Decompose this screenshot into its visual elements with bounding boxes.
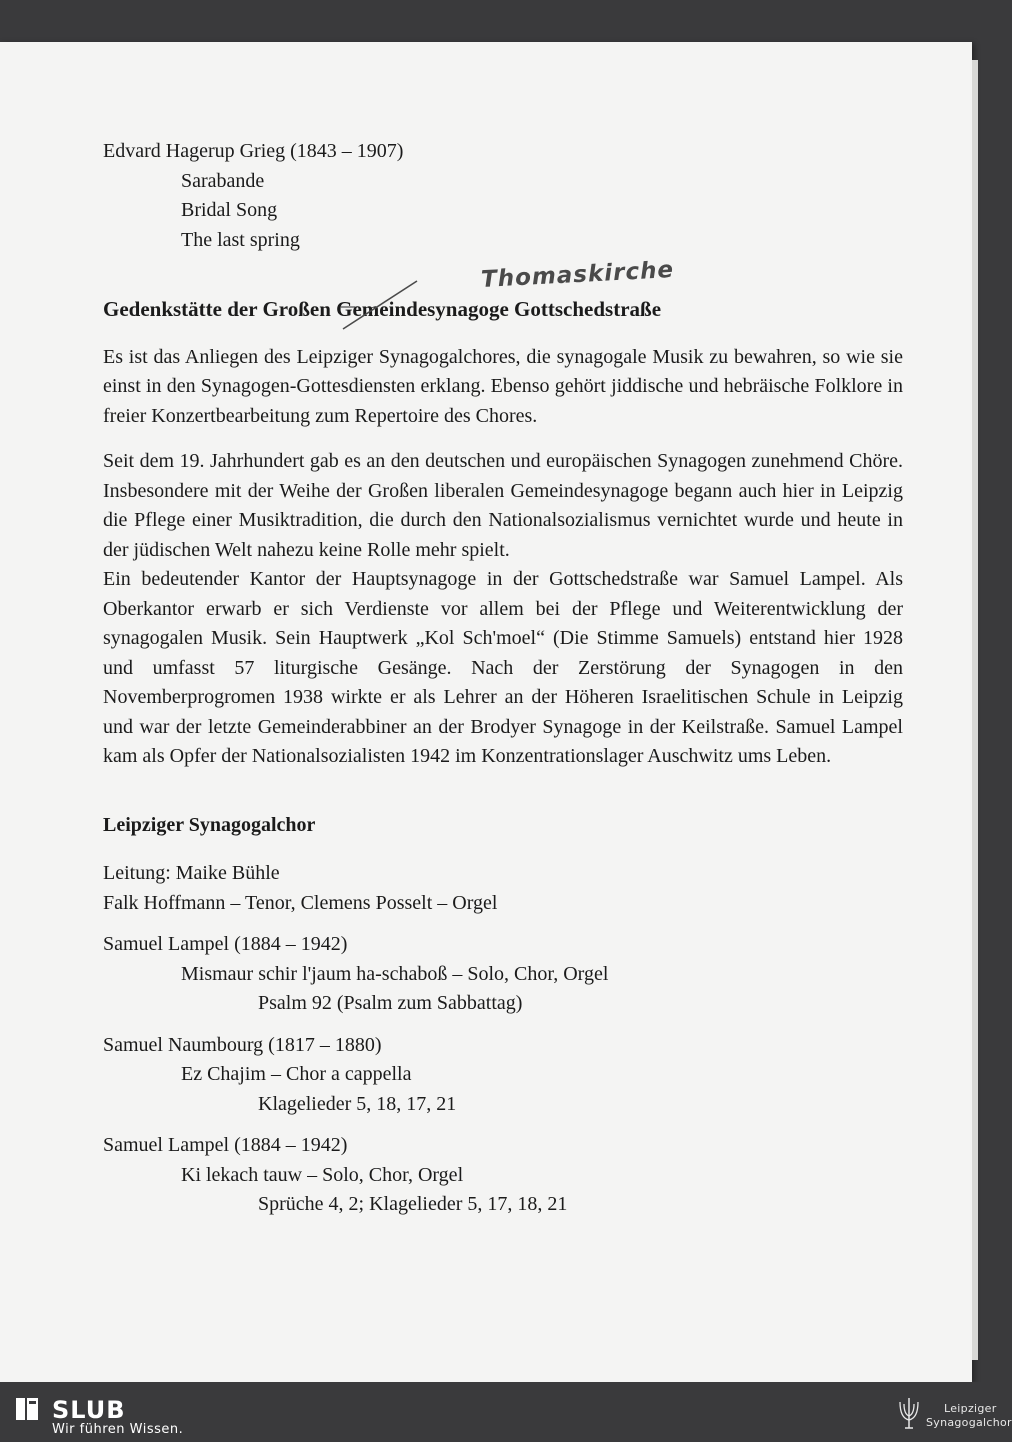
grieg-composer: Edvard Hagerup Grieg (1843 – 1907) <box>103 140 404 162</box>
choir-performers: Falk Hoffmann – Tenor, Clemens Posselt – Orgel <box>103 891 498 914</box>
page-edge <box>972 60 978 1360</box>
document-page <box>0 42 972 1382</box>
work-source: Psalm 92 (Psalm zum Sabbattag) <box>258 992 523 1014</box>
work-entry <box>103 1131 903 1220</box>
grieg-piece: The last spring <box>181 228 300 251</box>
work-piece: Ki lekach tauw – Solo, Chor, Orgel <box>181 1163 464 1186</box>
library-name[interactable]: SLUB <box>52 1396 126 1424</box>
work-entry <box>103 1031 903 1120</box>
work-piece: Mismaur schir l'jaum ha-schaboß – Solo, Chor, Orgel <box>181 962 609 985</box>
work-composer: Samuel Naumbourg (1817 – 1880) <box>103 1033 382 1056</box>
choir-credits <box>103 859 903 918</box>
work-source: Klagelieder 5, 18, 17, 21 <box>258 1092 457 1115</box>
logo-text-line2: Synagogalchor <box>926 1416 1012 1429</box>
heading-struck-word: Großen <box>262 297 331 321</box>
slub-book-icon[interactable] <box>14 1396 40 1422</box>
choir-title: Leipziger Synagogalchor <box>103 813 316 836</box>
heading-part1: Gedenkstätte der <box>103 297 263 321</box>
heading-part2: Gemeindesynagoge Gottschedstraße <box>330 297 662 321</box>
document-content <box>103 137 903 1220</box>
menorah-icon <box>896 1392 922 1432</box>
work-source: Sprüche 4, 2; Klagelieder 5, 17, 18, 21 <box>258 1193 568 1215</box>
paragraph-history: Seit dem 19. Jahrhundert gab es an den deutschen und europäischen Synagogen zunehmend Chöre. Insbesondere mit der Weihe der Großen liberalen Gemeindesynagoge begann auch hier in Leipzig die Pflege einer Musiktradition, die durch den Nationalsozialismus vernichtet wurde und heute in der jüdischen Welt nahezu keine Rolle mehr spielt. <box>103 450 903 561</box>
choir-leitung: Leitung: Maike Bühle <box>103 862 280 884</box>
handwritten-note: Thomaskirche <box>480 256 675 294</box>
work-entry <box>103 930 903 1019</box>
strike-through-mark <box>335 277 425 337</box>
grieg-piece: Sarabande <box>181 169 265 192</box>
library-tagline: Wir führen Wissen. <box>52 1422 184 1437</box>
work-piece: Ez Chajim – Chor a cappella <box>181 1063 412 1085</box>
paragraph-lampel: Ein bedeutender Kantor der Hauptsynagoge in der Gottschedstraße war Samuel Lampel. Als Oberkantor erwarb er sich Verdienste vor allem bei der Pflege und Weiterentwicklung der synagogalen Musik. Sein Hauptwerk „Kol Sch'moel“ (Die Stimme Samuels) entstand hier 1928 und umfasst 57 liturgische Gesänge. Nach der Zerstörung der Synagogen in den Novemberprogromen 1938 wirkte er als Lehrer an der Höheren Israelitischen Schule in Leipzig und war der letzte Gemeinderabbiner an der Brodyer Synagoge in der Keilstraße. Samuel Lampel kam als Opfer der Nationalsozialisten 1942 im Konzentrationslager Auschwitz ums Leben. <box>103 568 903 767</box>
logo-text-line1: Leipziger <box>944 1402 997 1415</box>
section-heading <box>103 256 903 325</box>
footer-bar <box>0 1382 1012 1442</box>
grieg-piece: Bridal Song <box>181 199 278 221</box>
work-composer: Samuel Lampel (1884 – 1942) <box>103 933 348 955</box>
work-composer: Samuel Lampel (1884 – 1942) <box>103 1134 348 1156</box>
paragraph-intro: Es ist das Anliegen des Leipziger Synagogalchores, die synagogale Musik zu bewahren, so wie sie einst in den Synagogen-Gottesdiensten erklang. Ebenso gehört jiddische und hebräische Folklore in freier Konzertbearbeitung zum Repertoire des Chores. <box>103 345 903 427</box>
